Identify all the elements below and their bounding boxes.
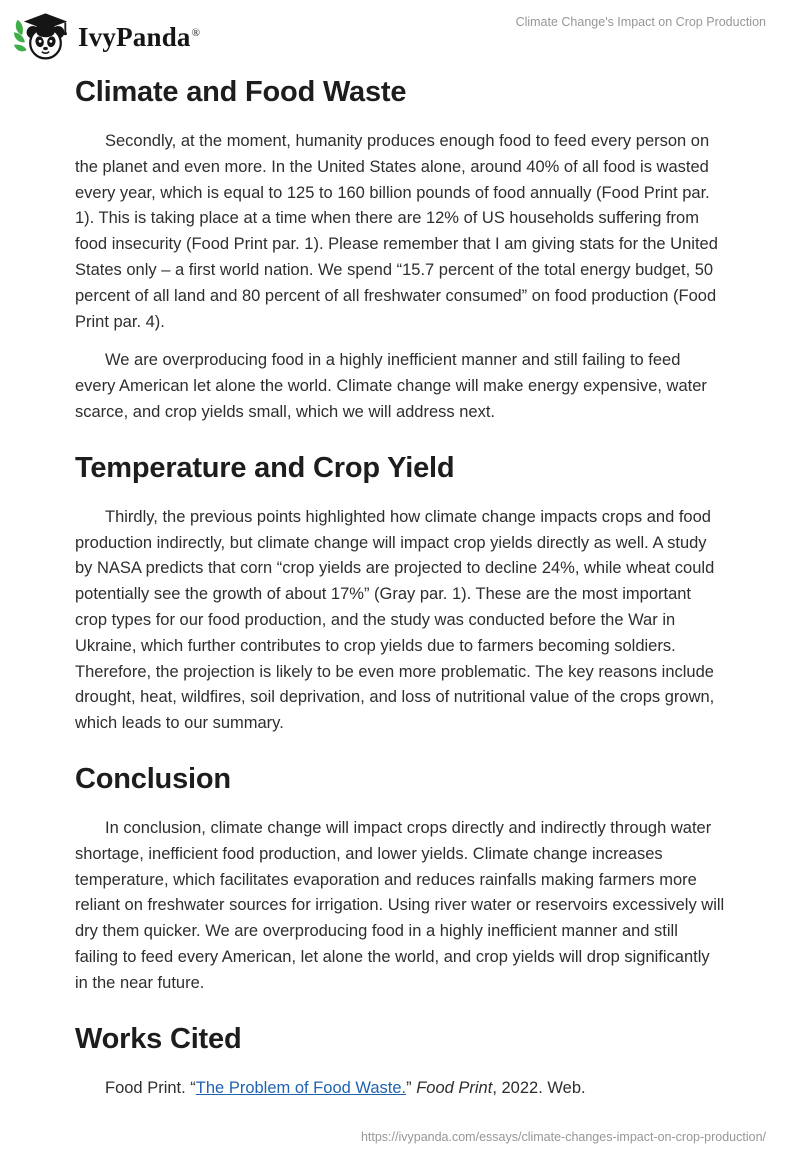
citation-link[interactable]: The Problem of Food Waste. (195, 1078, 407, 1097)
essay-body (0, 64, 800, 1130)
citation-text: Food Print. “ (105, 1078, 196, 1097)
citation-entry (75, 1076, 725, 1102)
paragraph: Thirdly, the previous points highlighted how climate change impacts crops and food production indirectly, but climate change will impact crop yields directly as well. A study by NASA predicts that corn “crop yields are projected to decline 24%, while wheat could potentially see the growth of about 17%” (Gray par. 1). These are the most important crop types for our food production, and the study was conducted before the War in Ukraine, which further contributes to crop yields due to farmers becoming soldiers. Therefore, the projection is likely to be even more problematic. The key reasons include drought, heat, wildfires, soil deprivation, and loss of nutritional value of the crops grown, which leads to our summary. (75, 507, 715, 733)
brand-name (78, 6, 200, 64)
section-heading-works-cited: Works Cited (75, 1022, 242, 1055)
section-heading-climate-and-food-waste: Climate and Food Waste (75, 76, 407, 108)
section-heading-temperature-and-crop-yield: Temperature and Crop Yield (75, 451, 455, 484)
paragraph: In conclusion, climate change will impact crops directly and indirectly through water shortage, inefficient food production, and lower yields. Climate change increases temperature, which facilitates evaporation and reduces rainfalls making farmers more reliant on freshwater sources for irrigation. Using river water or reservoirs excessively will dry them quicker. We are overproducing food in a highly inefficient manner and still failing to feed every American, let alone the world, and crop yields will drop significantly in the near future. (75, 818, 725, 992)
registered-trademark-mark: ® (191, 27, 201, 39)
page-header (0, 0, 800, 64)
citation-text: ” (406, 1078, 417, 1097)
page-footer (0, 1130, 800, 1160)
ivypanda-logo-link[interactable] (14, 6, 200, 64)
citation-journal-name: Food Print (416, 1078, 493, 1097)
citation-text: , 2022. Web. (492, 1078, 586, 1097)
brand-name-text: IvyPanda (78, 22, 191, 52)
paragraph: We are overproducing food in a highly inefficient manner and still failing to feed every American let alone the world. Climate change will make energy expensive, water scarce, and crop yields small, which we will address next. (75, 351, 707, 421)
source-url: https://ivypanda.com/essays/climate-changes-impact-on-crop-production/ (360, 1130, 766, 1144)
section-heading-conclusion: Conclusion (75, 762, 231, 795)
paragraph: Secondly, at the moment, humanity produces enough food to feed every person on the planet and even more. In the United States alone, around 40% of all food is wasted every year, which is equal to 125 to 160 billion pounds of food annually (Food Print par. 1). This is taking place at a time when there are 12% of US households suffering from food insecurity (Food Print par. 1). Please remember that I am giving stats for the United States only – a first world nation. We spend “15.7 percent of the total energy budget, 50 percent of all land and 80 percent of all freshwater consumed” on food production (Food Print par. 4). (75, 132, 718, 331)
document-title: Climate Change's Impact on Crop Production (515, 15, 766, 29)
panda-graduate-logo-icon (14, 8, 68, 62)
